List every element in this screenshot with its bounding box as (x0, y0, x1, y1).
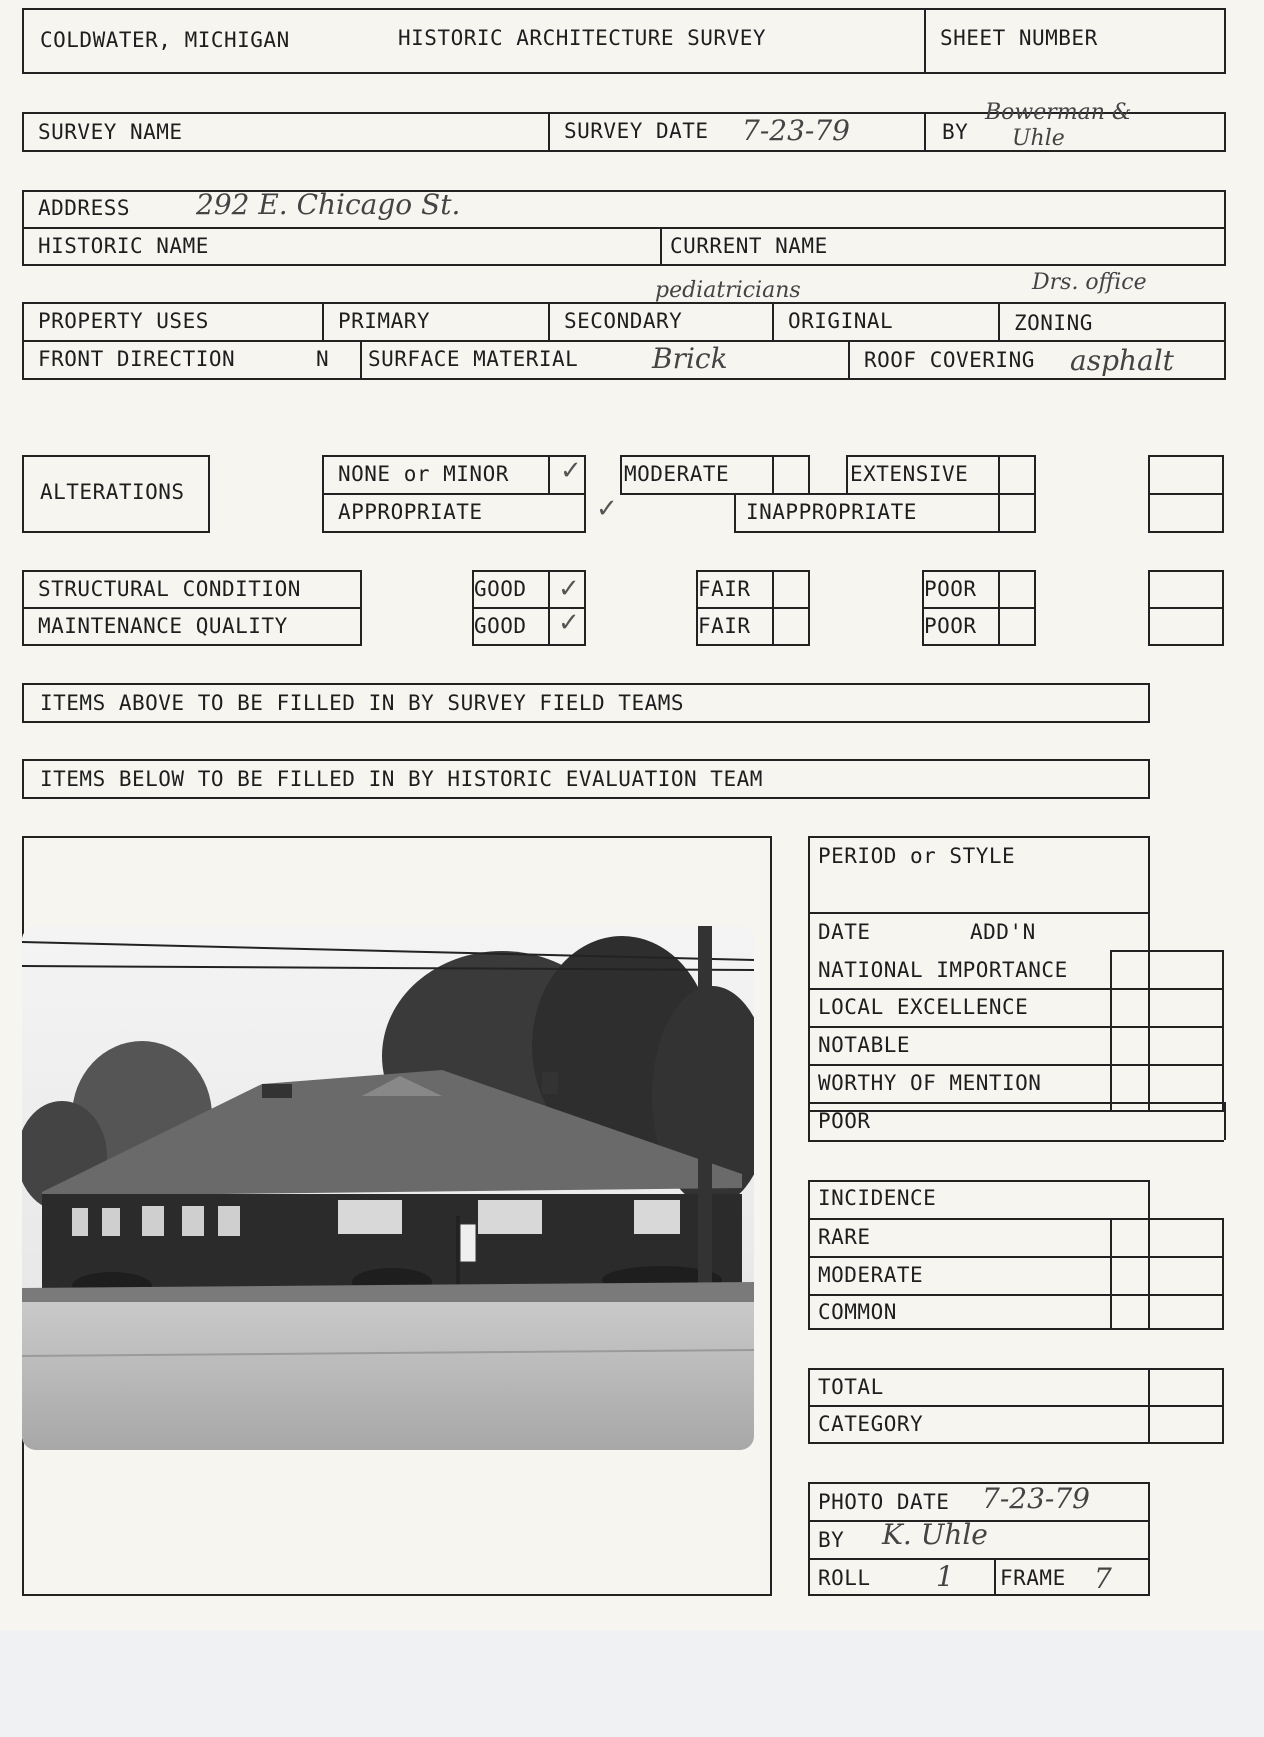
moderate-incidence-label: MODERATE (818, 1263, 924, 1287)
roll-value: 1 (936, 1560, 954, 1593)
sheet-number-label: SHEET NUMBER (940, 26, 1098, 50)
front-direction-value: N (316, 347, 330, 371)
roof-covering-value: asphalt (1070, 344, 1174, 377)
appropriate-check: ✓ (596, 494, 618, 524)
notable-label: NOTABLE (818, 1033, 911, 1057)
survey-date-value: 7-23-79 (742, 114, 850, 147)
fair-label-maintenance: FAIR (698, 614, 751, 638)
survey-by-value-1: Bowerman & (985, 100, 1132, 125)
national-importance-label: NATIONAL IMPORTANCE (818, 958, 1068, 982)
survey-by-value-2: Uhle (1012, 126, 1065, 151)
inappropriate-label: INAPPROPRIATE (746, 500, 917, 524)
photo-date-label: PHOTO DATE (818, 1490, 950, 1514)
category-label: CATEGORY (818, 1412, 924, 1436)
secondary-value: pediatricians (655, 278, 801, 303)
maintenance-quality-label: MAINTENANCE QUALITY (38, 614, 288, 638)
poor-label-maintenance: POOR (924, 614, 977, 638)
building-photo (22, 926, 754, 1450)
frame-label: FRAME (1000, 1566, 1066, 1590)
evaluation-team-note: ITEMS BELOW TO BE FILLED IN BY HISTORIC EVALUATION TEAM (40, 767, 763, 791)
zoning-label: ZONING (1014, 311, 1093, 335)
alterations-label: ALTERATIONS (40, 480, 185, 504)
roll-label: ROLL (818, 1566, 871, 1590)
none-minor-label: NONE or MINOR (338, 462, 509, 486)
total-label: TOTAL (818, 1375, 884, 1399)
roof-covering-label: ROOF COVERING (864, 348, 1035, 372)
poor-label-structural: POOR (924, 577, 977, 601)
address-label: ADDRESS (38, 196, 131, 220)
field-team-note: ITEMS ABOVE TO BE FILLED IN BY SURVEY FIELD TEAMS (40, 691, 685, 715)
none-minor-check: ✓ (560, 456, 582, 486)
surface-material-value: Brick (652, 342, 728, 375)
scan-margin (0, 1630, 1264, 1737)
poor-evaluation-label: POOR (818, 1109, 871, 1133)
addn-label: ADD'N (970, 920, 1036, 944)
photo-by-value: K. Uhle (882, 1518, 988, 1551)
evaluation-score-box (1110, 950, 1224, 1112)
frame-value: 7 (1094, 1562, 1112, 1595)
property-uses-label: PROPERTY USES (38, 309, 209, 333)
photo-date-value: 7-23-79 (982, 1482, 1090, 1515)
good-label-structural: GOOD (474, 577, 527, 601)
surface-material-label: SURFACE MATERIAL (368, 347, 579, 371)
photo-by-label: BY (818, 1528, 845, 1552)
fair-label-structural: FAIR (698, 577, 751, 601)
period-style-label: PERIOD or STYLE (818, 844, 1016, 868)
good-label-maintenance: GOOD (474, 614, 527, 638)
incidence-label: INCIDENCE (818, 1186, 937, 1210)
structural-condition-label: STRUCTURAL CONDITION (38, 577, 301, 601)
address-value: 292 E. Chicago St. (196, 188, 461, 221)
moderate-label: MODERATE (624, 462, 730, 486)
secondary-label: SECONDARY (564, 309, 683, 333)
original-label: ORIGINAL (788, 309, 894, 333)
appropriate-label: APPROPRIATE (338, 500, 483, 524)
survey-by-label: BY (942, 120, 969, 144)
incidence-score-box (1110, 1218, 1224, 1330)
primary-label: PRIMARY (338, 309, 431, 333)
good-structural-check: ✓ (558, 574, 580, 604)
common-label: COMMON (818, 1300, 897, 1324)
worthy-of-mention-label: WORTHY OF MENTION (818, 1071, 1042, 1095)
historic-name-label: HISTORIC NAME (38, 234, 209, 258)
current-name-label: CURRENT NAME (670, 234, 828, 258)
date-label: DATE (818, 920, 871, 944)
building-photo-image (22, 926, 754, 1450)
survey-name-label: SURVEY NAME (38, 120, 183, 144)
local-excellence-label: LOCAL EXCELLENCE (818, 995, 1029, 1019)
original-value: Drs. office (1032, 270, 1147, 295)
front-direction-label: FRONT DIRECTION (38, 347, 236, 371)
survey-date-label: SURVEY DATE (564, 119, 709, 143)
form-title: HISTORIC ARCHITECTURE SURVEY (398, 26, 767, 50)
city-label: COLDWATER, MICHIGAN (40, 28, 290, 52)
extensive-label: EXTENSIVE (850, 462, 969, 486)
good-maintenance-check: ✓ (558, 608, 580, 638)
rare-label: RARE (818, 1225, 871, 1249)
